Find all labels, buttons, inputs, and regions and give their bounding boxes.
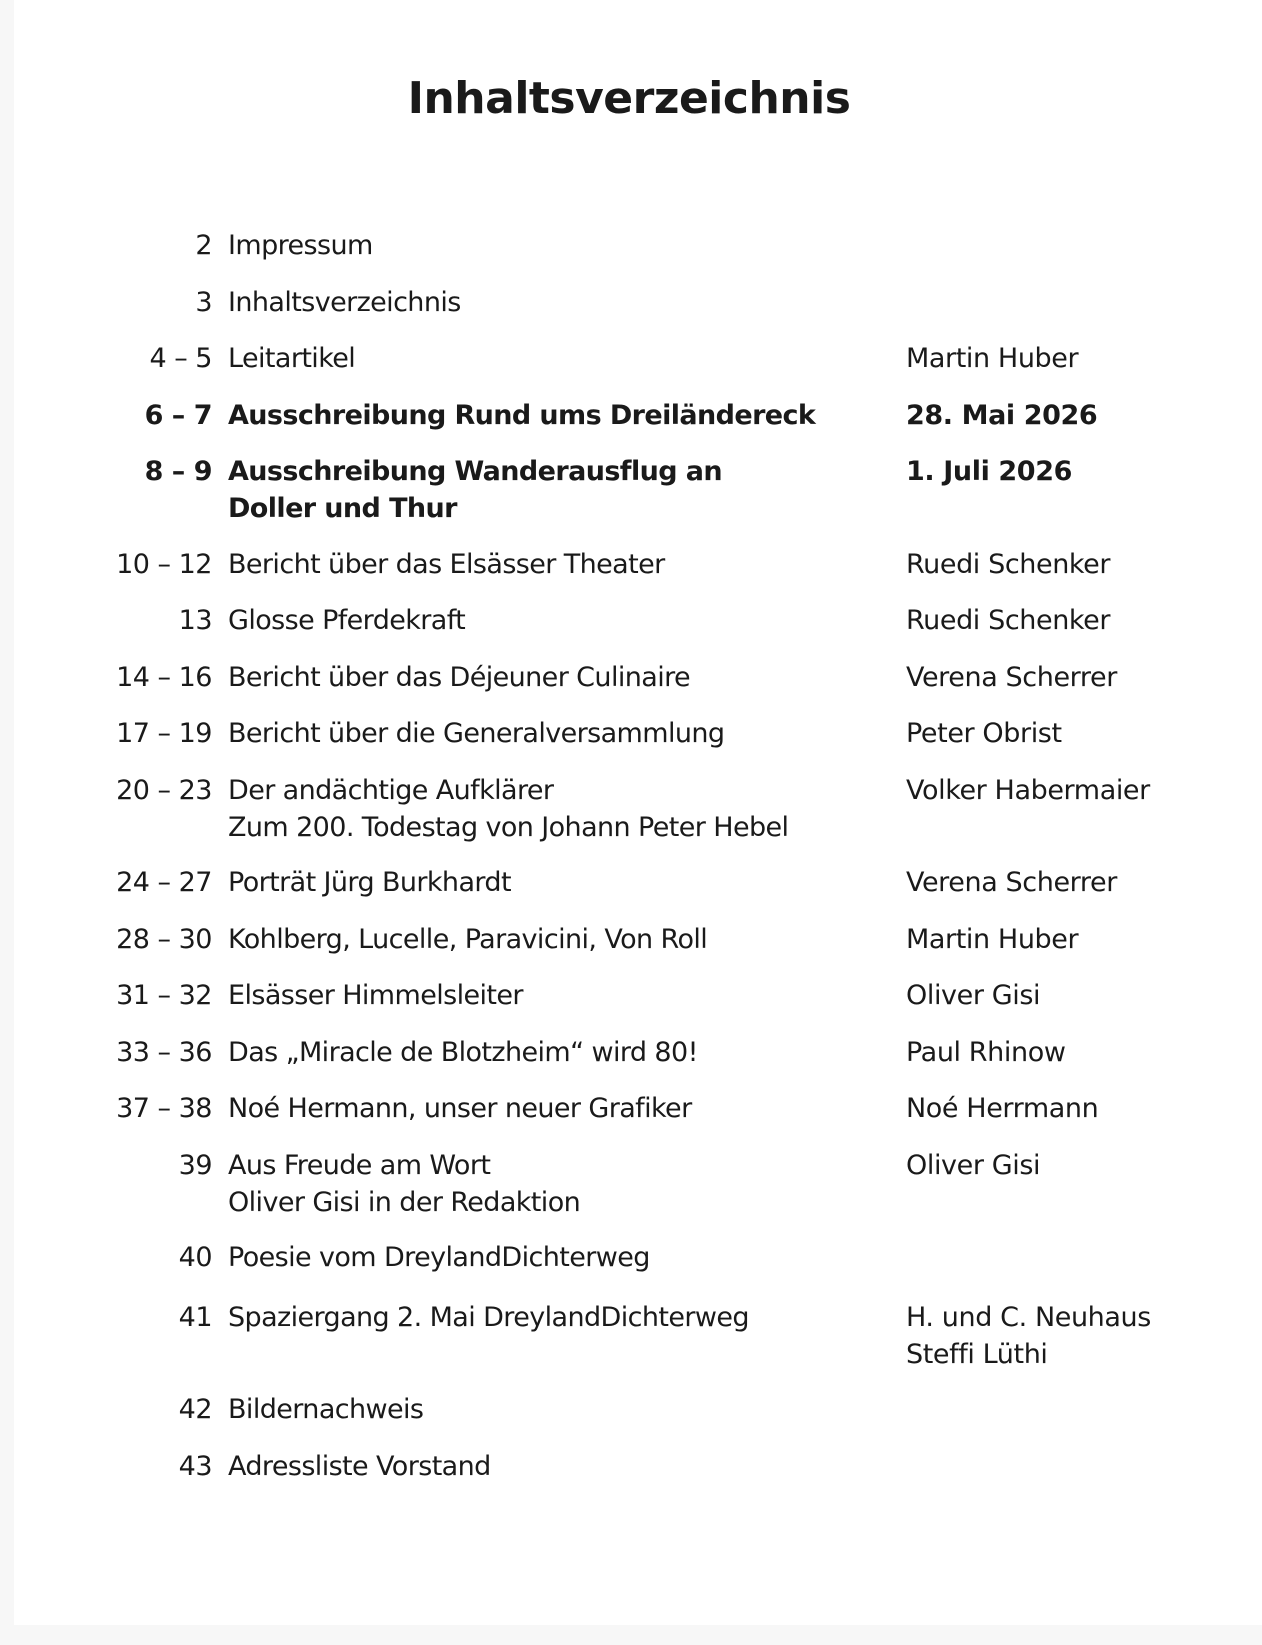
toc-title-line: Oliver Gisi in der Redaktion <box>228 1187 581 1218</box>
toc-author <box>906 1299 1151 1373</box>
toc-title-line: Kohlberg, Lucelle, Paravicini, Von Roll <box>228 924 708 955</box>
toc-title-line: Das „Miracle de Blotzheim“ wird 80! <box>228 1037 698 1068</box>
toc-title <box>228 659 690 696</box>
toc-page-range: 3 <box>195 287 212 318</box>
toc-page-range: 37 – 38 <box>116 1093 212 1124</box>
toc-title-line: Inhaltsverzeichnis <box>228 287 461 318</box>
toc-page-range: 14 – 16 <box>116 662 212 693</box>
toc-title-line: Zum 200. Todestag von Johann Peter Hebel <box>228 812 789 843</box>
toc-title <box>228 1448 491 1485</box>
toc-title-line: Ausschreibung Wanderausflug an <box>228 456 722 487</box>
toc-author-line: Steffi Lüthi <box>906 1339 1048 1370</box>
toc-author-line: 28. Mai 2026 <box>906 400 1098 431</box>
toc-page-range: 10 – 12 <box>116 549 212 580</box>
toc-page-range: 8 – 9 <box>144 456 212 487</box>
toc-author-line: Volker Habermaier <box>906 775 1150 806</box>
toc-title-line: Bericht über das Déjeuner Culinaire <box>228 662 691 693</box>
toc-title-line: Bericht über das Elsässer Theater <box>228 549 665 580</box>
toc-title <box>228 397 815 434</box>
toc-page-range: 17 – 19 <box>116 718 212 749</box>
toc-title <box>228 864 511 901</box>
toc-page-range: 6 – 7 <box>144 400 212 431</box>
toc-title <box>228 772 788 846</box>
toc-title-line: Poesie vom DreylandDichterweg <box>228 1242 650 1273</box>
toc-title-line: Der andächtige Aufklärer <box>228 775 554 806</box>
toc-author <box>906 864 1117 901</box>
toc-page-range: 42 <box>178 1394 212 1425</box>
toc-author <box>906 1090 1098 1127</box>
toc-title-line: Doller und Thur <box>228 493 457 524</box>
toc-page-range: 43 <box>178 1451 212 1482</box>
toc-author <box>906 715 1062 752</box>
toc-page-range: 2 <box>195 230 212 261</box>
toc-title <box>228 453 722 527</box>
toc-title-line: Bericht über die Generalversammlung <box>228 718 725 749</box>
toc-page-range: 33 – 36 <box>116 1037 212 1068</box>
toc-title-line: Spaziergang 2. Mai DreylandDichterweg <box>228 1302 749 1333</box>
toc-page-range: 20 – 23 <box>116 775 212 806</box>
toc-title <box>228 1391 423 1428</box>
toc-title-line: Aus Freude am Wort <box>228 1150 491 1181</box>
toc-author-line: Noé Herrmann <box>906 1093 1099 1124</box>
toc-title <box>228 1090 692 1127</box>
toc-author <box>906 602 1110 639</box>
toc-title <box>228 921 707 958</box>
toc-title <box>228 227 373 264</box>
toc-page-range: 13 <box>178 605 212 636</box>
toc-author-line: Oliver Gisi <box>906 980 1041 1011</box>
toc-page-range: 24 – 27 <box>116 867 212 898</box>
toc-author-line: Verena Scherrer <box>906 662 1117 693</box>
toc-title-line: Elsässer Himmelsleiter <box>228 980 523 1011</box>
toc-title <box>228 715 724 752</box>
toc-author <box>906 977 1040 1014</box>
toc-author <box>906 659 1117 696</box>
toc-title <box>228 546 665 583</box>
toc-author-line: Peter Obrist <box>906 718 1062 749</box>
toc-author <box>906 397 1097 434</box>
toc-page-range: 41 <box>178 1302 212 1333</box>
toc-title <box>228 1147 580 1221</box>
toc-title-line: Ausschreibung Rund ums Dreiländereck <box>228 400 816 431</box>
toc-title <box>228 340 355 377</box>
toc-author-line: Ruedi Schenker <box>906 605 1111 636</box>
toc-author <box>906 1147 1040 1184</box>
toc-title-line: Impressum <box>228 230 373 261</box>
toc-author-line: Verena Scherrer <box>906 867 1117 898</box>
toc-page-range: 40 <box>178 1242 212 1273</box>
toc-author <box>906 546 1110 583</box>
toc-author <box>906 921 1078 958</box>
toc-author-line: Martin Huber <box>906 924 1079 955</box>
toc-title <box>228 1034 698 1071</box>
toc-author-line: Ruedi Schenker <box>906 549 1111 580</box>
toc-page-range: 4 – 5 <box>149 343 212 374</box>
toc-title <box>228 1299 749 1336</box>
toc-author <box>906 772 1150 809</box>
page-title: Inhaltsverzeichnis <box>407 73 851 125</box>
toc-page-range: 39 <box>178 1150 212 1181</box>
toc-title <box>228 602 465 639</box>
toc-page-range: 28 – 30 <box>116 924 212 955</box>
toc-author <box>906 1034 1066 1071</box>
toc-title-line: Leitartikel <box>228 343 356 374</box>
toc-author <box>906 453 1072 490</box>
toc-author-line: 1. Juli 2026 <box>906 456 1072 487</box>
toc-title-line: Bildernachweis <box>228 1394 424 1425</box>
toc-author-line: Paul Rhinow <box>906 1037 1066 1068</box>
toc-title <box>228 1239 650 1276</box>
toc-author-line: Martin Huber <box>906 343 1079 374</box>
toc-title <box>228 284 461 321</box>
toc-title-line: Noé Hermann, unser neuer Grafiker <box>228 1093 692 1124</box>
toc-author-line: Oliver Gisi <box>906 1150 1041 1181</box>
toc-author <box>906 340 1078 377</box>
toc-title-line: Adressliste Vorstand <box>228 1451 491 1482</box>
toc-title <box>228 977 523 1014</box>
toc-title-line: Porträt Jürg Burkhardt <box>228 867 511 898</box>
toc-page-range: 31 – 32 <box>116 980 212 1011</box>
toc-title-line: Glosse Pferdekraft <box>228 605 466 636</box>
toc-author-line: H. und C. Neuhaus <box>906 1302 1151 1333</box>
